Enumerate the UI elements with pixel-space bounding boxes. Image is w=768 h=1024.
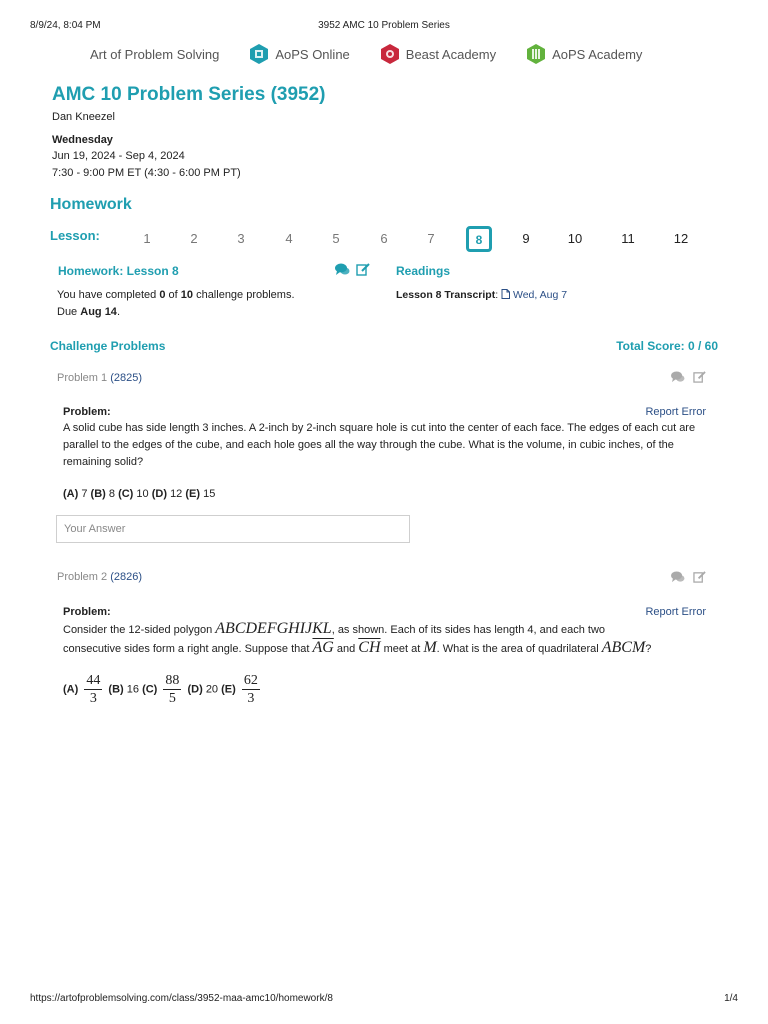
- homework-lesson-title: Homework: Lesson 8: [58, 264, 179, 278]
- choice-letter: (D): [187, 683, 203, 696]
- problem-1-id-link[interactable]: (2825): [110, 372, 142, 384]
- comments-icon[interactable]: [671, 371, 685, 383]
- document-icon: [501, 289, 510, 299]
- problem-1-label: Problem:: [63, 406, 111, 418]
- nav-beast-academy-link[interactable]: [380, 43, 496, 65]
- choice-letter: (C): [142, 683, 158, 696]
- aops-academy-icon: [526, 43, 546, 65]
- math-quadrilateral: ABCM: [601, 639, 646, 656]
- top-nav: [90, 42, 672, 66]
- completed-count: 0: [159, 289, 166, 301]
- fraction: [163, 672, 181, 707]
- completion-prefix: You have completed: [57, 289, 160, 301]
- problem-1-answer-input[interactable]: [56, 515, 410, 543]
- choice-value: 16: [126, 683, 139, 696]
- choice-value: 7: [81, 488, 88, 500]
- problem-1-text: A solid cube has side length 3 inches. A 2-inch by 2-inch square hole is cut into the center of each face. The edges of each cut are parallel to the edges of the cube, and each hole goes all the way through the cube. What is the volume, in cubic inches, of the remaining solid?: [63, 422, 696, 468]
- fraction-denominator: 3: [89, 691, 97, 706]
- aops-online-icon: [249, 43, 269, 65]
- readings-title: Readings: [396, 264, 451, 278]
- choice-letter: (D): [151, 488, 167, 500]
- fraction-numerator: 44: [86, 673, 101, 688]
- print-datetime: 8/9/24, 8:04 PM: [30, 20, 101, 31]
- lesson-link-9[interactable]: 9: [522, 231, 530, 246]
- problem-2-text-part: ?: [645, 643, 652, 655]
- transcript-link[interactable]: [501, 289, 567, 301]
- instructor-name: Dan Kneezel: [52, 111, 115, 123]
- edit-icon[interactable]: [356, 263, 370, 276]
- nav-aops-academy-label: AoPS Academy: [552, 46, 643, 62]
- choice-letter: (E): [221, 683, 236, 696]
- nav-aops-online-link[interactable]: [249, 43, 349, 65]
- lesson-link-1[interactable]: 1: [143, 231, 151, 246]
- problem-2-title: Problem 2: [57, 571, 108, 583]
- lesson-link-8-current[interactable]: 8: [466, 226, 492, 252]
- completion-mid: of: [165, 289, 181, 301]
- lesson-link-6[interactable]: 6: [380, 231, 388, 246]
- nav-brand-label: Art of Problem Solving: [90, 46, 220, 62]
- problem-2-text-part: meet at: [380, 643, 424, 655]
- nav-brand-link[interactable]: [90, 47, 219, 62]
- fraction-numerator: 62: [243, 673, 258, 688]
- problem-2-report-error-link[interactable]: Report Error: [645, 606, 706, 618]
- completed-total: 10: [180, 289, 194, 301]
- choice-value: 15: [203, 488, 216, 500]
- class-day: Wednesday: [52, 134, 113, 146]
- due-prefix: Due: [57, 306, 81, 318]
- lesson-link-3[interactable]: 3: [237, 231, 245, 246]
- problem-1-title: Problem 1: [57, 372, 108, 384]
- total-score: Total Score: 0 / 60: [616, 339, 718, 353]
- transcript-entry: Lesson 8 Transcript: Wed, Aug 7: [396, 289, 568, 301]
- lesson-label: Lesson:: [50, 228, 100, 243]
- comments-icon[interactable]: [671, 571, 685, 583]
- due-date-value: Aug 14: [80, 306, 117, 318]
- problem-2-label: Problem:: [63, 606, 111, 618]
- fraction: [84, 672, 102, 707]
- choice-letter: (E): [185, 488, 201, 500]
- problem-2-text: [63, 620, 708, 658]
- comments-icon[interactable]: [335, 263, 350, 276]
- completion-status: [57, 289, 295, 301]
- choice-letter: (A): [63, 683, 79, 696]
- lesson-link-2[interactable]: 2: [190, 231, 198, 246]
- due-suffix: .: [116, 306, 120, 318]
- class-dates: Jun 19, 2024 - Sep 4, 2024: [52, 150, 185, 162]
- problem-2-text-part: Consider the 12-sided polygon: [63, 624, 216, 636]
- transcript-label: Lesson 8 Transcript: [396, 289, 496, 301]
- beast-academy-icon: [380, 43, 400, 65]
- problem-1-actions: [671, 371, 706, 383]
- fraction-denominator: 3: [247, 691, 255, 706]
- math-segment-ch: $\overline{CH}$: [358, 639, 381, 656]
- lesson-link-12[interactable]: 12: [673, 231, 689, 246]
- math-point-m: M: [423, 639, 437, 656]
- problem-2-choices: [63, 672, 263, 707]
- print-footer: [30, 993, 738, 1007]
- completion-suffix: challenge problems.: [193, 289, 295, 301]
- class-times: 7:30 - 9:00 PM ET (4:30 - 6:00 PM PT): [52, 167, 241, 179]
- print-title: 3952 AMC 10 Problem Series: [318, 20, 450, 31]
- lesson-link-4[interactable]: 4: [285, 231, 293, 246]
- math-segment-ag: $\overline{AG}$: [312, 639, 334, 656]
- problem-2-header: [57, 571, 142, 583]
- homework-section-title: Homework: [50, 196, 132, 213]
- fraction-numerator: 88: [165, 673, 180, 688]
- print-page-number: 1/4: [724, 993, 738, 1004]
- nav-beast-academy-label: Beast Academy: [405, 46, 497, 62]
- homework-actions: [335, 263, 370, 276]
- edit-icon[interactable]: [693, 571, 706, 583]
- choice-letter: (A): [63, 488, 79, 500]
- due-date: [57, 306, 120, 318]
- lesson-link-11[interactable]: 11: [621, 231, 635, 246]
- edit-icon[interactable]: [693, 371, 706, 383]
- problem-2-text-part: and: [333, 643, 359, 655]
- choice-letter: (C): [118, 488, 134, 500]
- problem-1-report-error-link[interactable]: Report Error: [645, 406, 706, 418]
- problem-2-text-part: . What is the area of quadrilateral: [436, 643, 602, 655]
- page-title: AMC 10 Problem Series (3952): [52, 84, 326, 105]
- lesson-link-10[interactable]: 10: [567, 231, 583, 246]
- nav-aops-academy-link[interactable]: [526, 43, 642, 65]
- math-polygon-name: ABCDEFGHIJKL: [215, 620, 332, 637]
- problem-1-choices: [63, 488, 215, 500]
- choice-letter: (B): [90, 488, 106, 500]
- print-header: [30, 20, 738, 34]
- problem-2-id-link[interactable]: (2826): [110, 571, 142, 583]
- print-url: https://artofproblemsolving.com/class/3952-maa-amc10/homework/8: [30, 993, 333, 1004]
- choice-value: 10: [136, 488, 149, 500]
- challenge-problems-title: Challenge Problems: [50, 339, 166, 353]
- choice-value: 20: [205, 683, 219, 696]
- choice-value: 8: [108, 488, 115, 500]
- problem-2-text-part: , as shown. Each of its sides has length 4, and each two: [331, 624, 606, 636]
- lesson-link-7[interactable]: 7: [427, 231, 435, 246]
- choice-value: 12: [170, 488, 183, 500]
- problem-2-actions: [671, 571, 706, 583]
- fraction: [242, 672, 260, 707]
- problem-2-text-part: consecutive sides form a right angle. Suppose that: [63, 643, 313, 655]
- problem-1-header: [57, 372, 142, 384]
- transcript-link-text: Wed, Aug 7: [512, 289, 568, 301]
- lesson-link-5[interactable]: 5: [332, 231, 340, 246]
- nav-aops-online-label: AoPS Online: [275, 46, 350, 62]
- choice-letter: (B): [108, 683, 124, 696]
- fraction-denominator: 5: [168, 691, 176, 706]
